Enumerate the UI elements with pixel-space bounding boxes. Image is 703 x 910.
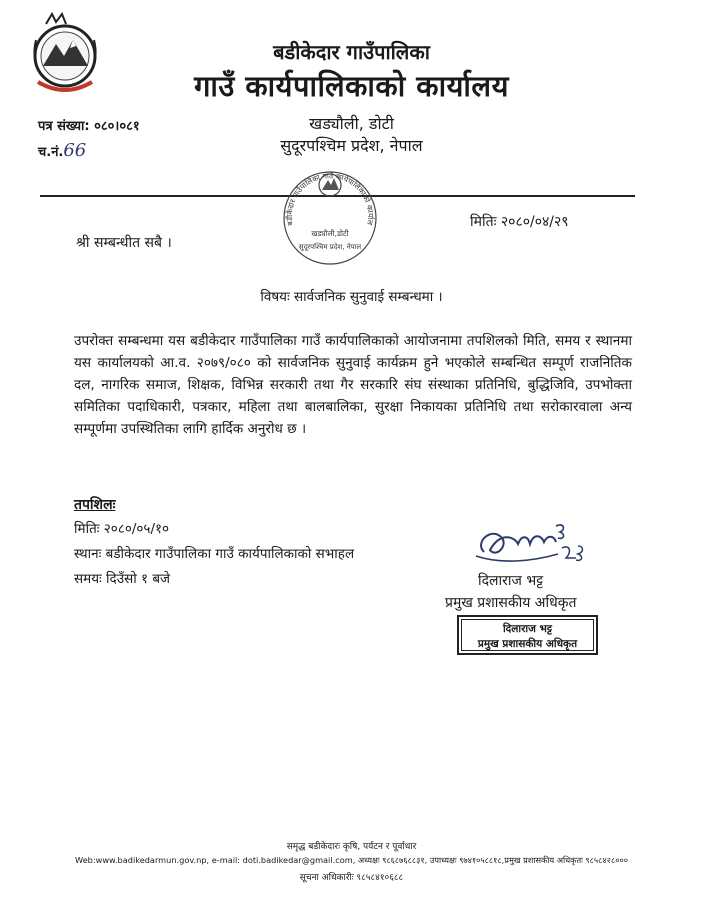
letter-number	[38, 116, 140, 134]
address-line-1: खड्यौली, डोटी	[309, 114, 394, 133]
signatory-stamp-name: दिलाराज भट्ट	[502, 623, 553, 635]
signatory-title: प्रमुख प्रशासकीय अधिकृत	[445, 595, 577, 611]
dispatch-number-label: च.नं.	[38, 145, 64, 160]
stamp-ring-text: बडीकेदार गाउँपालिका गाउँ कार्यपालिकाको कार्याल	[284, 171, 376, 227]
stamp-inner-line-1: खड्यौली,डोटी	[311, 229, 349, 238]
subject-line: विषयः सार्वजनिक सुनुवाई सम्बन्धमा ।	[260, 289, 443, 305]
date-value: २०८०/०४/२९	[500, 214, 569, 230]
org-name: बडीकेदार गाउँपालिका	[273, 40, 430, 64]
letter-number-label: पत्र संख्या:	[38, 119, 90, 134]
address-line-2: सुदूरपश्चिम प्रदेश, नेपाल	[280, 136, 423, 155]
letter-number-value: ०८०।०८१	[94, 119, 140, 134]
details-date: मितिः २०८०/०५/१०	[74, 521, 170, 537]
footer-info-officer: सूचना अधिकारीः ९८५८४१०६८८	[299, 873, 404, 883]
details-heading: तपशिलः	[74, 497, 116, 513]
letter-body: उपरोक्त सम्बन्धमा यस बडीकेदार गाउँपालिका गाउँ कार्यपालिकाको आयोजनामा तपशिलको मिति, समय र स्थानमा यस कार्यालयको आ.व. २०७९/०८० को सार्वजनिक सुनुवाई कार्यक्रम हुने भएकोले सम्बन्धित सम्पूर्ण राजनितिक दल, नागरिक समाज, शिक्षक, विभिन्न सरकारी तथा गैर सरकारि संघ संस्थाका प्रतिनिधि, बुद्धिजिवि, उपभोक्ता समितिका पदाधिकारी, पत्रकार, महिला तथा बालबालिका, सुरक्षा निकायका प्रतिनिधि तथा सरोकारवाला अन्य सम्पूर्णमा उपस्थितिका लागि हार्दिक अनुरोध छ ।	[74, 333, 632, 437]
dispatch-number	[38, 140, 86, 161]
details-time: समयः दिउँसो १ बजे	[74, 571, 171, 587]
signatory-name: दिलाराज भट्ट	[478, 573, 544, 589]
signatory-stamp	[457, 615, 598, 655]
signatory-stamp-title: प्रमुख प्रशासकीय अधिकृत	[477, 638, 578, 650]
details-place: स्थानः बडीकेदार गाउँपालिका गाउँ कार्यपालिकाको सभाहल	[74, 546, 355, 562]
footer-contact: Web:www.badikedarmun.gov.np, e-mail: doti.badikedar@gmail.com, अध्यक्षः ९८६८७६८८३१, उपाध्यक्षः ९७४१०५८८१८,प्रमुख प्रशासकीय अधिकृतः ९८५८४२८०००	[75, 855, 628, 865]
office-stamp	[275, 163, 385, 268]
date-label: मितिः	[470, 214, 497, 230]
recipient: श्री सम्बन्धीत सबै ।	[76, 235, 172, 251]
signatory-stamp-inner	[461, 619, 594, 651]
stamp-inner-line-2: सुदूरपश्चिम प्रदेश, नेपाल	[298, 243, 362, 251]
dispatch-number-value: 66	[63, 140, 87, 161]
letter-date	[470, 212, 569, 231]
office-name: गाउँ कार्यपालिकाको कार्यालय	[194, 69, 509, 103]
footer-slogan: समृद्ध बडीकेदारः कृषि, पर्यटन र पूर्वाधार	[286, 842, 417, 852]
handwritten-signature	[470, 518, 588, 570]
